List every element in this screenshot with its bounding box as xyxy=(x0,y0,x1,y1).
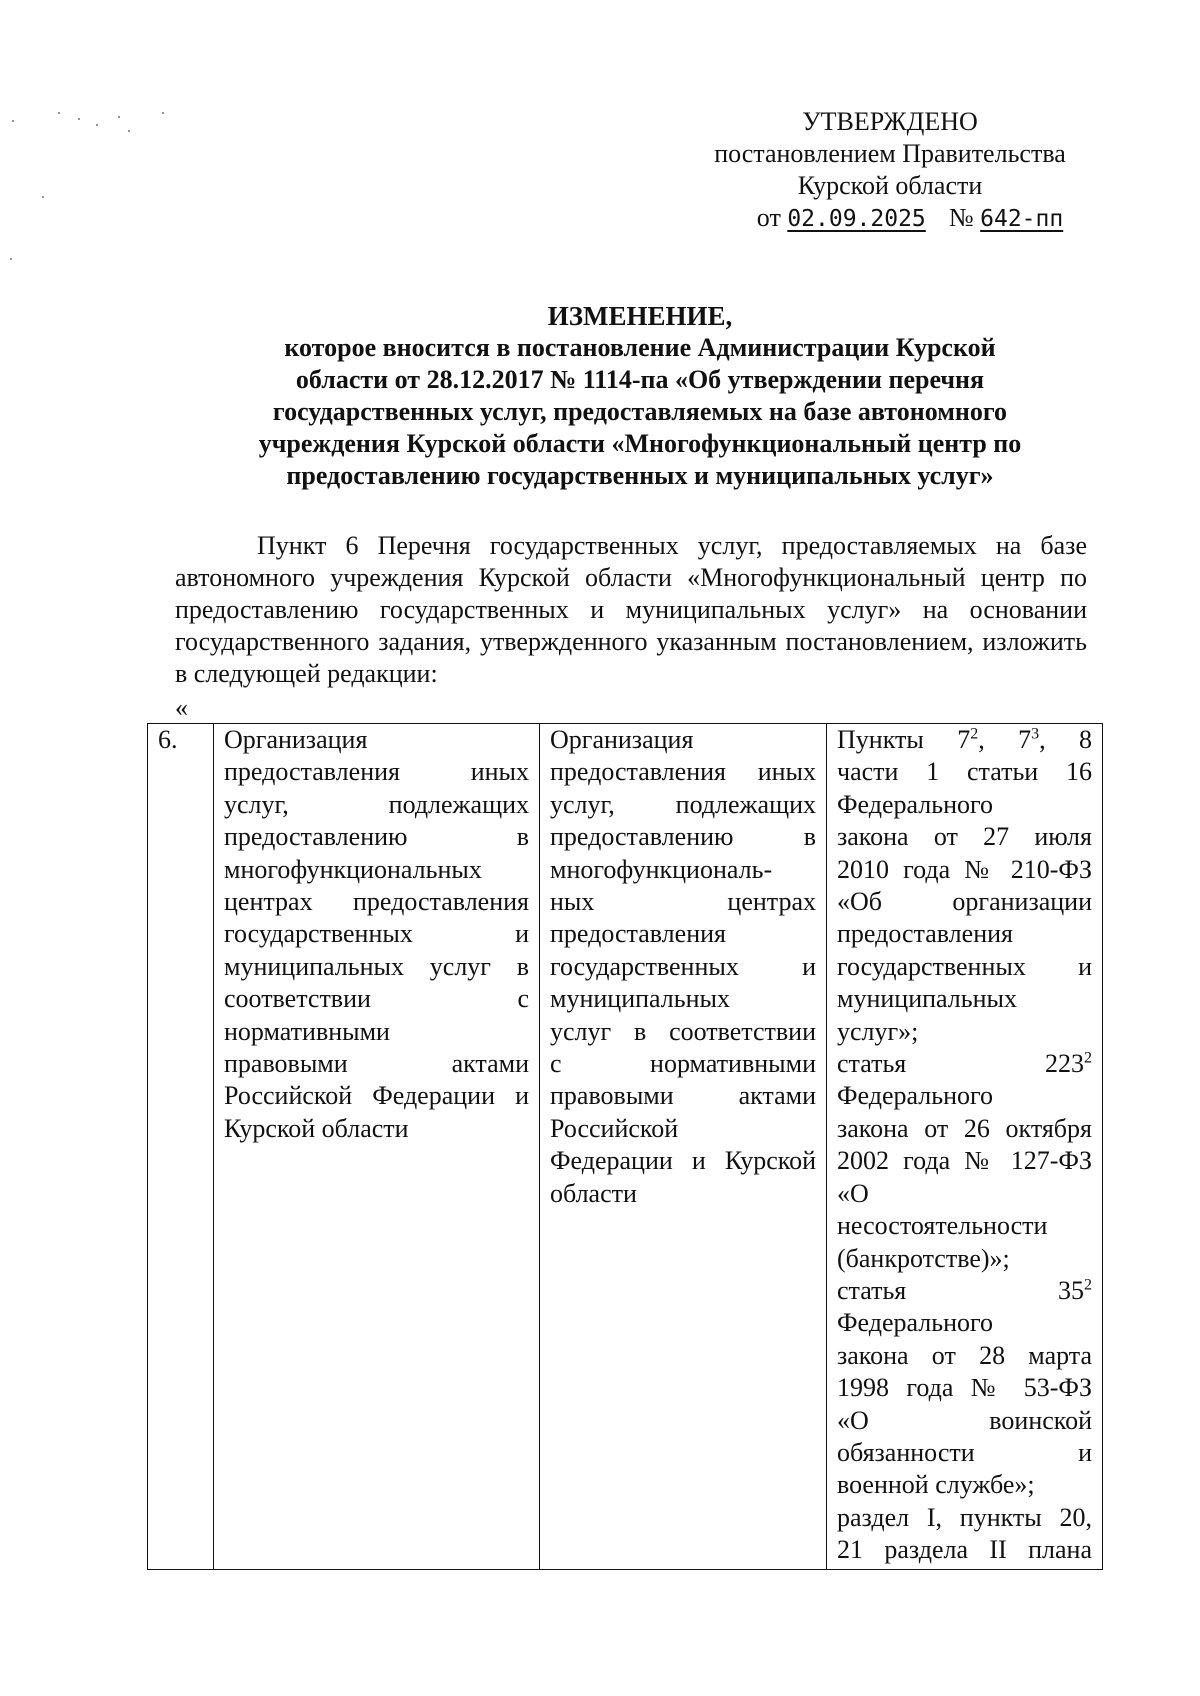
text-part: Пункты 7 xyxy=(837,725,971,754)
text-line: закона от 28 марта xyxy=(837,1340,1092,1370)
text-line: Федерального xyxy=(837,1308,994,1338)
text-line: 21 раздела II плана xyxy=(837,1535,1092,1565)
opening-quote-mark: « xyxy=(175,693,188,722)
text-line: услуг»; xyxy=(837,1016,919,1046)
approval-date: 02.09.2025 xyxy=(787,206,926,232)
text-line: Организация xyxy=(550,725,694,754)
superscript: 2 xyxy=(970,725,979,743)
approval-line-region: Курской области xyxy=(797,171,983,200)
approval-stamp-block xyxy=(690,106,1090,235)
text-line: военной службе»; xyxy=(837,1470,1035,1500)
scan-speck xyxy=(58,112,60,114)
text-line: Курской области xyxy=(224,1113,409,1143)
cell-number xyxy=(148,724,214,1570)
text-line: государственных и xyxy=(224,919,529,949)
text-line: Федерального xyxy=(837,1081,994,1111)
text-line: предоставления xyxy=(550,919,726,949)
text-line: закона от 26 октября xyxy=(837,1113,1092,1143)
cell-legal-basis xyxy=(827,724,1103,1570)
text-line xyxy=(837,1275,1092,1307)
text-line: 2010 года № 210-ФЗ xyxy=(837,854,1092,884)
title-line: государственных услуг, предоставляемых на базе автономного xyxy=(272,397,1008,426)
text-line: обязанности и xyxy=(837,1437,1092,1467)
scan-speck xyxy=(96,124,98,126)
scan-speck xyxy=(78,118,80,120)
approval-line-government: постановлением Правительства xyxy=(714,139,1066,168)
table-row xyxy=(148,724,1103,1570)
title-line: учреждения Курской области «Многофункциональный центр по xyxy=(258,429,1022,458)
from-prefix: от xyxy=(756,203,781,232)
number-sign: № xyxy=(948,203,974,232)
text-line: предоставлению в xyxy=(224,822,529,852)
text-line: нормативными xyxy=(224,1016,390,1046)
text-line: ных центрах xyxy=(550,887,816,917)
text-line: 2002 года № 127-ФЗ xyxy=(837,1146,1092,1176)
approval-date-number-line xyxy=(730,202,1090,235)
text-line: предоставления иных xyxy=(550,757,816,787)
approved-heading: УТВЕРЖДЕНО xyxy=(802,107,978,136)
text-line: многофункциональ- xyxy=(550,854,773,884)
text-part: статья 223 xyxy=(837,1049,1084,1079)
cell-service-content xyxy=(540,724,827,1570)
text-part: , 8 xyxy=(1039,725,1093,754)
text-line: Организация xyxy=(224,725,368,754)
title-line: области от 28.12.2017 № 1114-па «Об утверждении перечня xyxy=(295,365,985,394)
text-line: несостоятельности xyxy=(837,1211,1048,1241)
text-line: области xyxy=(550,1178,637,1208)
text-line: 1998 года № 53-ФЗ xyxy=(837,1373,1092,1403)
superscript: 2 xyxy=(1084,1276,1092,1294)
text-line xyxy=(837,724,1092,756)
text-line: предоставления иных xyxy=(224,757,529,787)
text-line: правовыми актами xyxy=(224,1049,529,1079)
services-table xyxy=(147,723,1103,1570)
text-line: соответствии с xyxy=(224,984,529,1014)
text-part: , 7 xyxy=(978,725,1032,754)
title-line: которое вносится в постановление Администрации Курской xyxy=(284,333,996,362)
text-line: муниципальных xyxy=(550,984,731,1014)
text-line: Российской xyxy=(550,1113,679,1143)
scan-speck xyxy=(42,196,44,198)
text-line: Федерального xyxy=(837,789,994,819)
text-part: статья 35 xyxy=(837,1275,1084,1305)
cell-service-name xyxy=(214,724,540,1570)
text-line: услуг в соответствии xyxy=(550,1016,816,1046)
text-line: «О воинской xyxy=(837,1405,1092,1435)
text-line: многофункциональных xyxy=(224,854,482,884)
approval-number: 642-пп xyxy=(980,206,1064,232)
text-line: предоставлению в xyxy=(550,822,816,852)
text-line: с нормативными xyxy=(550,1049,816,1079)
intro-paragraph: Пункт 6 Перечня государственных услуг, предоставляемых на базе автономного учреждения Курской области «Многофункциональный центр по предоставлению государственных и муниципальных услуг» на основании государственного задания, утвержденного указанным постановлением, изложить в следующей редакции: xyxy=(175,531,1087,688)
text-line: государственных и xyxy=(837,951,1092,981)
text-line: услуг, подлежащих xyxy=(224,789,529,819)
scan-speck xyxy=(12,120,14,122)
title-line: предоставлению государственных и муниципальных услуг» xyxy=(286,461,994,490)
text-line: правовыми актами xyxy=(550,1081,816,1111)
scan-speck xyxy=(118,116,120,118)
row-number: 6. xyxy=(158,725,178,754)
text-line: государственных и xyxy=(550,951,816,981)
text-line: Российской Федерации и xyxy=(224,1081,529,1111)
scan-speck xyxy=(128,130,130,132)
text-line: муниципальных услуг в xyxy=(224,951,529,981)
text-line: «О xyxy=(837,1178,869,1208)
text-line: части 1 статьи 16 xyxy=(837,757,1092,787)
document-title xyxy=(190,300,1090,492)
text-line: услуг, подлежащих xyxy=(550,789,816,819)
text-line: предоставления xyxy=(837,919,1013,949)
superscript: 2 xyxy=(1084,1049,1092,1067)
title-heading: ИЗМЕНЕНИЕ, xyxy=(547,301,733,331)
text-line: «Об организации xyxy=(837,887,1092,917)
text-line: закона от 27 июля xyxy=(837,822,1092,852)
superscript: 3 xyxy=(1031,725,1040,743)
text-line: (банкротстве)»; xyxy=(837,1243,1010,1273)
text-line: муниципальных xyxy=(837,984,1018,1014)
text-line: раздел I, пункты 20, xyxy=(837,1502,1092,1532)
scan-speck xyxy=(10,258,12,260)
text-line xyxy=(837,1048,1092,1080)
scan-speck xyxy=(162,112,164,114)
text-line: центрах предоставления xyxy=(224,887,529,917)
text-line: Федерации и Курской xyxy=(550,1146,816,1176)
